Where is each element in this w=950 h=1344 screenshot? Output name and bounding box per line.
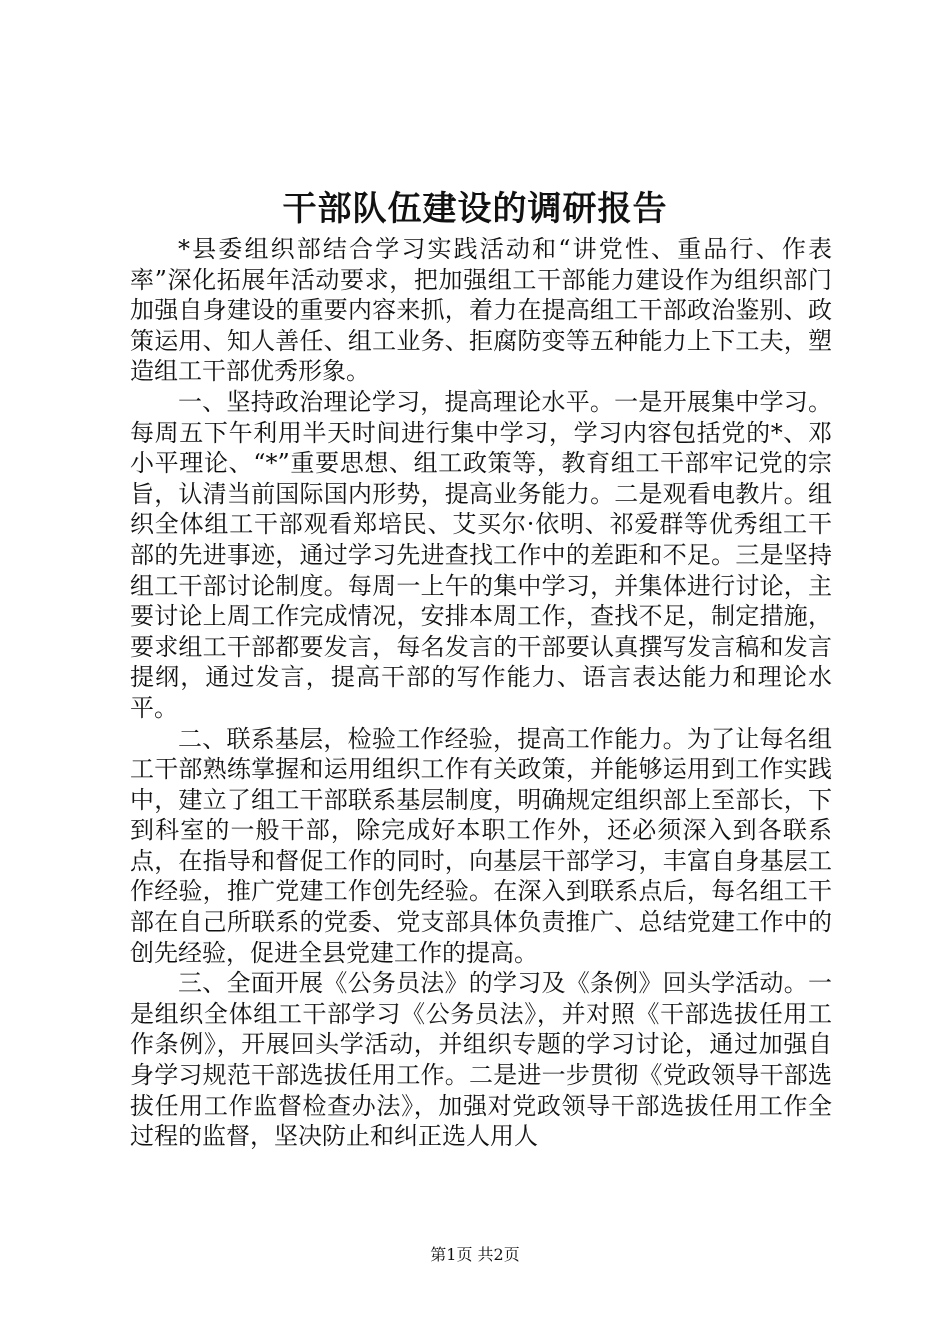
paragraph-intro: *县委组织部结合学习实践活动和“讲党性、重品行、作表率”深化拓展年活动要求，把加强组工干部能力建设作为组织部门加强自身建设的重要内容来抓，着力在提高组工干部政治鉴别、政策运用、知人善任、组工业务、拒腐防变等五种能力上下工夫，塑造组工干部优秀形象。 [130, 235, 832, 386]
page-footer: 第1页 共2页 [430, 1245, 520, 1264]
paragraph-section-3: 三、全面开展《公务员法》的学习及《条例》回头学活动。一是组织全体组工干部学习《公务员法》，并对照《干部选拔任用工作条例》，开展回头学活动，并组织专题的学习讨论，通过加强自身学习规范干部选拔任用工作。二是进一步贯彻《党政领导干部选拔任用工作监督检查办法》，加强对党政领导干部选拔任用工作全过程的监督，坚决防止和纠正选人用人 [130, 969, 832, 1151]
paragraph-section-2: 二、联系基层，检验工作经验，提高工作能力。为了让每名组工干部熟练掌握和运用组织工作有关政策，并能够运用到工作实践中，建立了组工干部联系基层制度，明确规定组织部上至部长，下到科室的一般干部，除完成好本职工作外，还必须深入到各联系点，在指导和督促工作的同时，向基层干部学习，丰富自身基层工作经验，推广党建工作创先经验。在深入到联系点后，每名组工干部在自己所联系的党委、党支部具体负责推广、总结党建工作中的创先经验，促进全县党建工作的提高。 [130, 724, 832, 967]
document-body [130, 234, 832, 1152]
document-title: 干部队伍建设的调研报告 [282, 189, 668, 229]
paragraph-section-1: 一、坚持政治理论学习，提高理论水平。一是开展集中学习。每周五下午利用半天时间进行集中学习，学习内容包括党的*、邓小平理论、“*”重要思想、组工政策等，教育组工干部牢记党的宗旨，认清当前国际国内形势，提高业务能力。二是观看电教片。组织全体组工干部观看郑培民、艾买尔·依明、祁爱群等优秀组工干部的先进事迹，通过学习先进查找工作中的差距和不足。三是坚持组工干部讨论制度。每周一上午的集中学习，并集体进行讨论，主要讨论上周工作完成情况，安排本周工作，查找不足，制定措施，要求组工干部都要发言，每名发言的干部要认真撰写发言稿和发言提纲，通过发言，提高干部的写作能力、语言表达能力和理论水平。 [130, 387, 832, 722]
